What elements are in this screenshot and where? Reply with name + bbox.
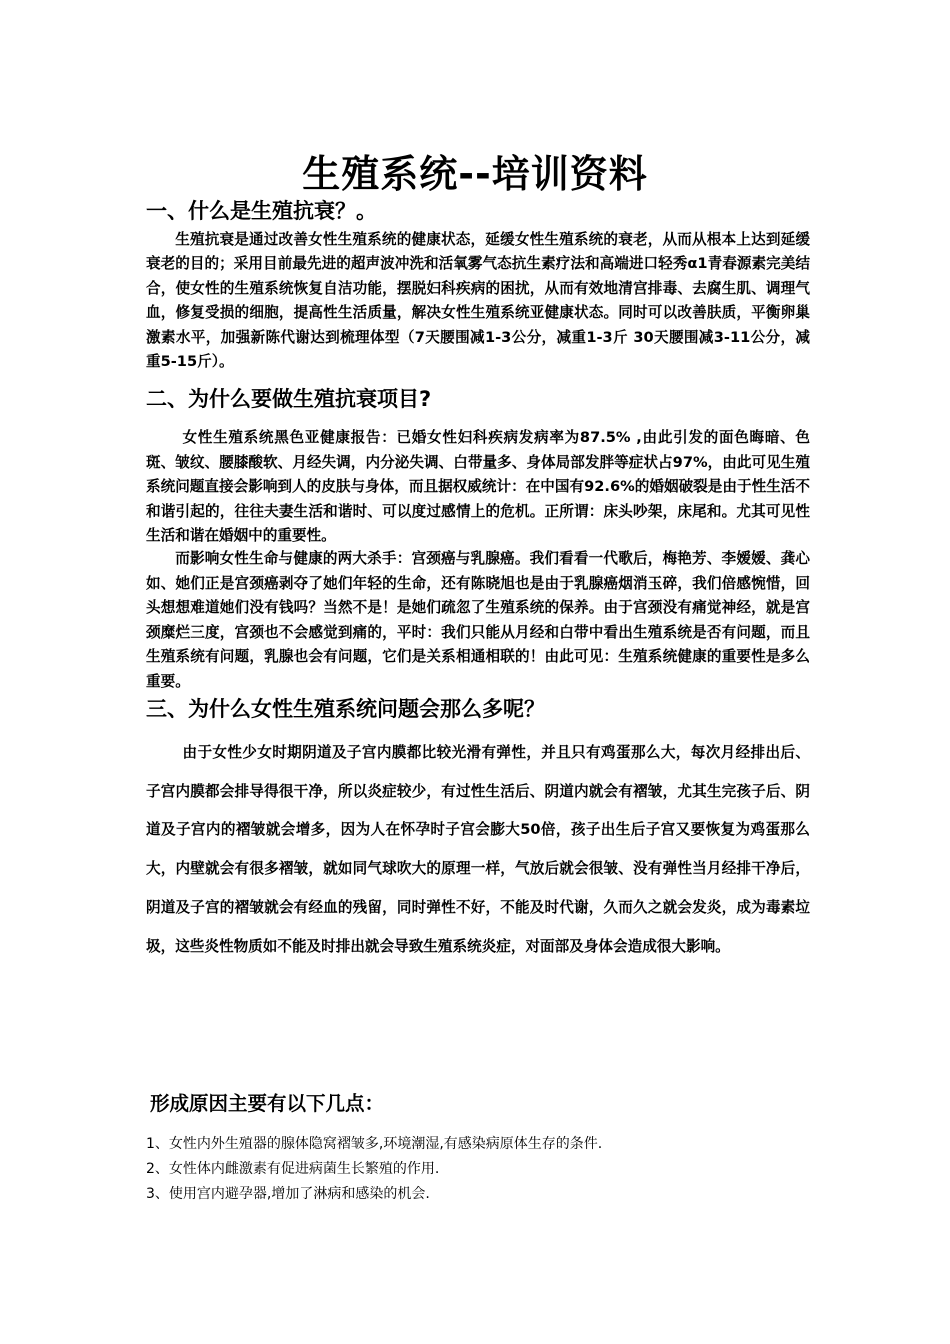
section-2-paragraph-2: 而影响女性生命与健康的两大杀手：宫颈癌与乳腺癌。我们看看一代歌后，梅艳芳、李嫒嫒、龚心如、她们正是宫颈癌剥夺了她们年轻的生命，还有陈晓旭也是由于乳腺癌烟消玉碎，我们倍感惋惜，回头想想难道她们没有钱吗？当然不是！是她们疏忽了生殖系统的保养。由于宫颈没有痛觉神经，就是宫颈糜烂三度，宫颈也不会感觉到痛的，平时：我们只能从月经和白带中看出生殖系统是否有问题，而且生殖系统有问题，乳腺也会有问题，它们是关系相通相联的！由此可见：生殖系统健康的重要性是多么重要。 xyxy=(146,550,810,690)
section-3-heading: 三、为什么女性生殖系统问题会那么多呢？ xyxy=(146,697,545,721)
section-2-paragraph-1: 女性生殖系统黑色亚健康报告：已婚女性妇科疾病发病率为87.5% ,由此引发的面色晦暗、色斑、皱纹、腰膝酸软、月经失调，内分泌失调、白带量多、身体局部发胖等症状占97%，由此可见生殖系统问题直接会影响到人的皮肤与身体，而且据权威统计：在中国有92.6%的婚姻破裂是由于性生活不和谐引起的，往往夫妻生活和谐时、可以度过感情上的危机。正所谓：床头吵架，床尾和。尤其可见性生活和谐在婚姻中的重要性。 xyxy=(146,429,810,545)
section-1-heading: 一、什么是生殖抗衰？。 xyxy=(146,199,377,223)
section-3-paragraph: 由于女性少女时期阴道及子宫内膜都比较光滑有弹性，并且只有鸡蛋那么大，每次月经排出后、子宫内膜都会排导得很干净，所以炎症较少，有过性生活后、阴道内就会有褶皱，尤其生完孩子后、阴道及子宫内的褶皱就会增多，因为人在怀孕时子宫会膨大50倍，孩子出生后子宫又要恢复为鸡蛋那么大，内壁就会有很多褶皱，就如同气球吹大的原理一样，气放后就会很皱、没有弹性当月经排干净后，阴道及子宫的褶皱就会有经血的残留，同时弹性不好，不能及时代谢，久而久之就会发炎，成为毒素垃圾，这些炎性物质如不能及时排出就会导致生殖系统炎症，对面部及身体会造成很大影响。 xyxy=(146,744,810,955)
section-1-paragraph: 生殖抗衰是通过改善女性生殖系统的健康状态，延缓女性生殖系统的衰老，从而从根本上达到延缓衰老的目的；采用目前最先进的超声波冲洗和活氧雾气态抗生素疗法和高端进口轻秀α1青春源素完美结合，使女性的生殖系统恢复自洁功能，摆脱妇科疾病的困扰，从而有效地清宫排毒、去腐生肌、调理气血，修复受损的细胞，提高性生活质量，解决女性生殖系统亚健康状态。同时可以改善肤质，平衡卵巢激素水平，加强新陈代谢达到梳理体型（7天腰围减1-3公分，减重1-3斤 30天腰围减3-11公分，减重5-15斤）。 xyxy=(146,231,810,371)
list-item: 1、女性内外生殖器的腺体隐窝褶皱多,环境潮湿,有感染病原体生存的条件. xyxy=(146,1136,603,1152)
causes-list xyxy=(146,1132,602,1207)
list-item: 3、使用宫内避孕器,增加了淋病和感染的机会. xyxy=(146,1186,430,1202)
document-title: 生殖系统--培训资料 xyxy=(302,152,648,196)
section-2-heading: 二、为什么要做生殖抗衰项目? xyxy=(146,387,432,411)
list-item: 2、女性体内雌激素有促进病菌生长繁殖的作用. xyxy=(146,1161,440,1177)
causes-heading: 形成原因主要有以下几点： xyxy=(150,1092,385,1115)
